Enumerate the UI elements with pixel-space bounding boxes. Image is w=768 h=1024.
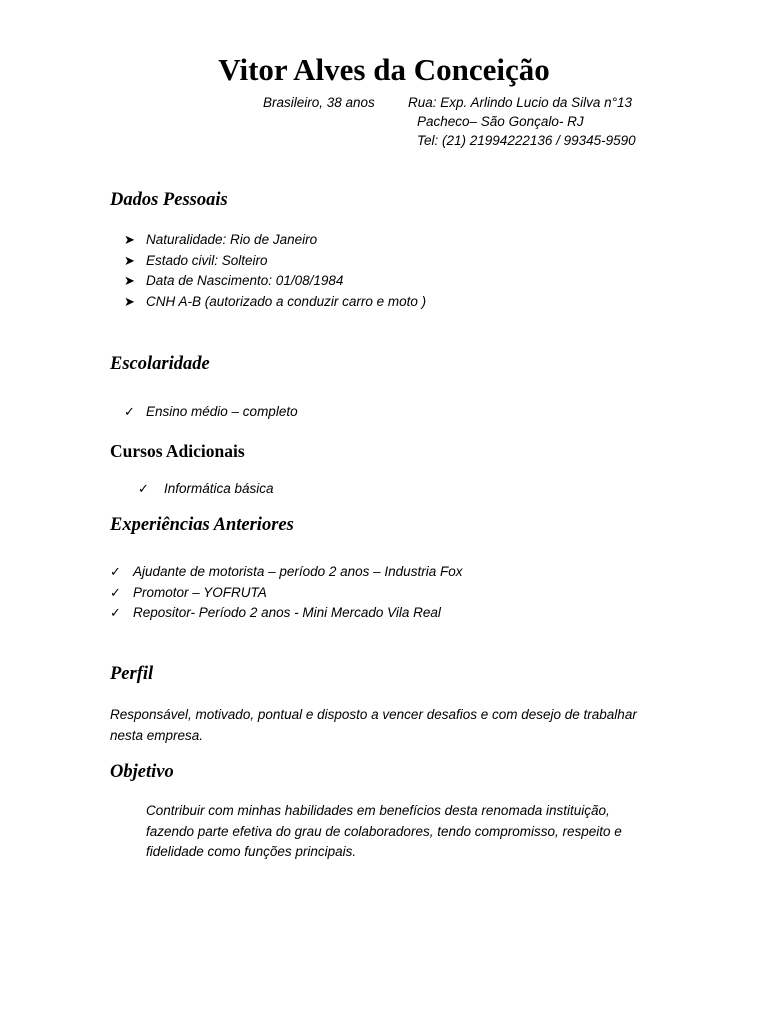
list-item-text: Informática básica xyxy=(164,481,274,496)
section-title-cursos-adicionais: Cursos Adicionais xyxy=(110,441,245,461)
objetivo-line: fidelidade como funções principais. xyxy=(146,844,357,859)
address-line-1: Rua: Exp. Arlindo Lucio da Silva n°13 xyxy=(408,95,633,110)
arrow-bullet-icon: ➤ xyxy=(124,273,135,289)
arrow-bullet-icon: ➤ xyxy=(124,294,135,310)
list-item-text: Promotor – YOFRUTA xyxy=(133,584,267,600)
list-item-text: Naturalidade: Rio de Janeiro xyxy=(146,232,318,247)
check-icon: ✓ xyxy=(110,584,121,600)
check-icon: ✓ xyxy=(138,481,149,496)
list-item-text: Repositor- Período 2 anos - Mini Mercado Vila Real xyxy=(133,605,441,621)
objetivo-line: fazendo parte efetiva do grau de colaboradores, tendo compromisso, respeito e xyxy=(146,823,622,839)
list-item-text: CNH A-B (autorizado a conduzir carro e moto ) xyxy=(146,294,427,310)
objetivo-text xyxy=(146,801,706,863)
resume-name: Vitor Alves da Conceição xyxy=(218,52,550,87)
section-title-experiencias: Experiências Anteriores xyxy=(110,515,294,535)
perfil-line: nesta empresa. xyxy=(110,727,204,743)
check-icon: ✓ xyxy=(124,404,135,419)
section-title-dados-pessoais: Dados Pessoais xyxy=(110,190,228,210)
address-line-2: Pacheco– São Gonçalo- RJ xyxy=(417,114,584,129)
check-icon: ✓ xyxy=(110,564,121,579)
phone: Tel: (21) 21994222136 / 99345-9590 xyxy=(417,133,636,148)
list-item-text: Ajudante de motorista – período 2 anos – Industria Fox xyxy=(133,564,463,579)
section-title-perfil: Perfil xyxy=(110,664,154,684)
list-item-text: Ensino médio – completo xyxy=(146,404,298,419)
objetivo-line: Contribuir com minhas habilidades em benefícios desta renomada instituição, xyxy=(146,803,610,818)
arrow-bullet-icon: ➤ xyxy=(124,252,135,268)
section-title-escolaridade: Escolaridade xyxy=(110,354,210,374)
section-title-objetivo: Objetivo xyxy=(110,762,174,782)
list-item-text: Data de Nascimento: 01/08/1984 xyxy=(146,273,344,289)
perfil-line: Responsável, motivado, pontual e disposto a vencer desafios e com desejo de trabalhar xyxy=(110,707,637,722)
nationality-age: Brasileiro, 38 anos xyxy=(263,95,375,110)
list-item-text: Estado civil: Solteiro xyxy=(146,252,268,268)
arrow-bullet-icon: ➤ xyxy=(124,232,135,247)
perfil-text xyxy=(110,705,710,746)
check-icon: ✓ xyxy=(110,605,121,621)
